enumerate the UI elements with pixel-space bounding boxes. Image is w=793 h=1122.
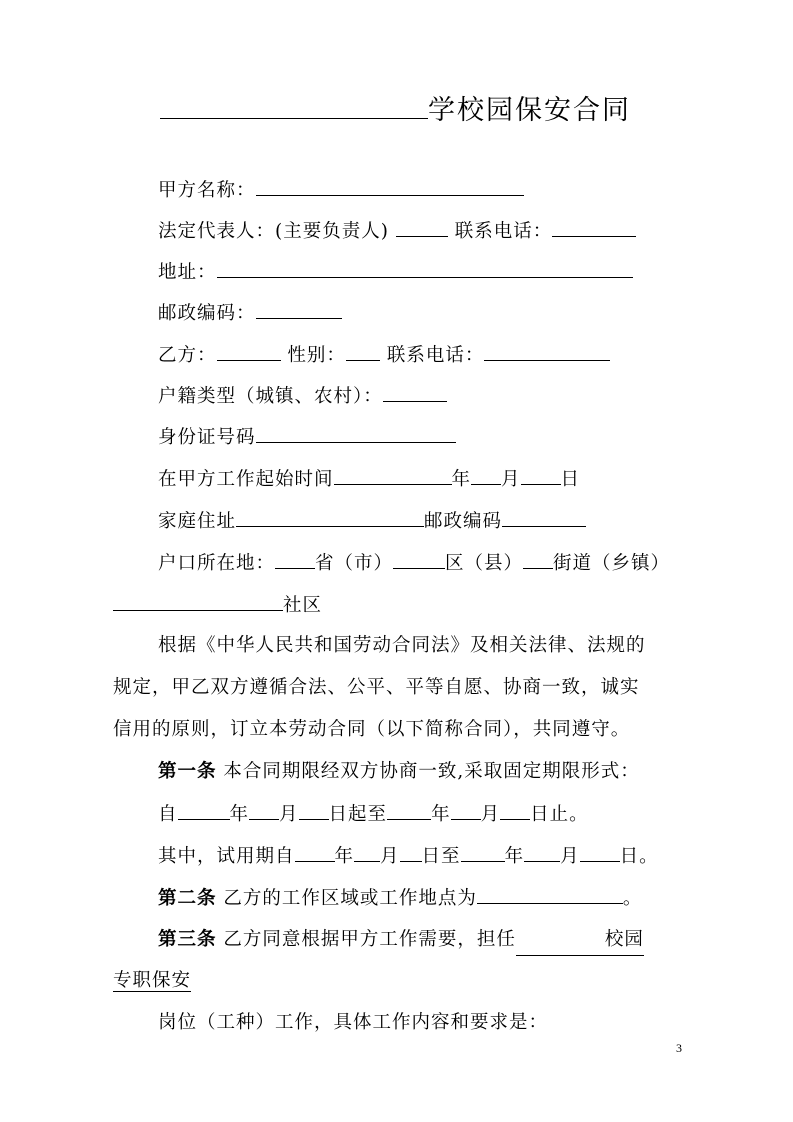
hukou-province-blank — [275, 548, 315, 569]
party-b-household-row — [158, 381, 447, 411]
party-b-hukou-row — [158, 548, 670, 578]
party-b-id-row — [158, 422, 456, 452]
article2-heading: 第二条 — [158, 888, 217, 909]
probation-start-day-blank — [400, 841, 422, 862]
party-b-gender-label: 性别： — [287, 345, 346, 366]
party-a-name-label: 甲方名称： — [158, 180, 256, 201]
article1-term-row — [158, 799, 589, 829]
probation-start-year-blank — [295, 841, 335, 862]
article1-text: 本合同期限经双方协商一致,采取固定期限形式： — [223, 761, 640, 782]
party-b-community-row — [113, 590, 322, 620]
article3-text: 乙方同意根据甲方工作需要，担任 — [223, 929, 516, 950]
party-a-postcode-label: 邮政编码： — [158, 303, 256, 324]
year-label: 年 — [334, 846, 355, 867]
term-end-day-blank — [500, 799, 530, 820]
probation-label: 其中，试用期自 — [158, 846, 295, 867]
article3-position-row — [113, 966, 191, 996]
party-a-postcode-row — [158, 298, 342, 328]
article2-row — [158, 883, 642, 913]
party-a-phone-label: 联系电话： — [454, 221, 553, 242]
preamble-line-2: 规定，甲乙双方遵循合法、公平、平等自愿、协商一致，诚实 — [113, 677, 640, 698]
party-a-address-blank — [217, 257, 633, 278]
party-a-rep-blank — [396, 216, 448, 237]
from-label: 自 — [158, 804, 178, 825]
party-b-home-label: 家庭住址 — [158, 511, 237, 532]
term-start-day-blank — [299, 799, 329, 820]
party-b-phone-label: 联系电话： — [386, 345, 485, 366]
street-label: 街道（乡镇） — [553, 553, 671, 574]
month-label: 月 — [480, 804, 501, 825]
day-start-label: 日起至 — [328, 804, 388, 825]
party-b-hukou-label: 户口所在地： — [158, 553, 276, 574]
party-a-address-row — [158, 257, 633, 287]
year-label: 年 — [229, 804, 250, 825]
party-a-name-blank — [256, 175, 524, 196]
preamble-line-3: 信用的原则，订立本劳动合同（以下简称合同），共同遵守。 — [113, 719, 631, 740]
party-a-name-row — [158, 175, 524, 205]
party-b-id-label: 身份证号码 — [158, 427, 256, 448]
party-b-home-postcode-label: 邮政编码 — [424, 511, 503, 532]
title-blank — [160, 86, 428, 119]
day-end-label: 日止。 — [530, 804, 589, 825]
probation-start-month-blank — [354, 841, 380, 862]
month-label: 月 — [560, 846, 580, 867]
month-label: 月 — [279, 804, 299, 825]
year-label: 年 — [504, 846, 525, 867]
start-year-blank — [334, 464, 452, 485]
party-a-postcode-blank — [256, 298, 342, 319]
start-day-blank — [521, 464, 561, 485]
party-b-name-blank — [217, 340, 281, 361]
party-b-household-label: 户籍类型（城镇、农村）： — [158, 386, 383, 407]
district-label: 区（县） — [445, 553, 524, 574]
start-month-blank — [471, 464, 501, 485]
party-b-home-blank — [236, 506, 424, 527]
year-label: 年 — [431, 804, 451, 825]
party-a-rep-row — [158, 216, 636, 246]
position-cont: 专职保安 — [113, 970, 192, 991]
day-to-label: 日至 — [421, 846, 461, 867]
day-final-label: 日。 — [619, 846, 659, 867]
term-start-year-blank — [178, 799, 230, 820]
party-b-home-row — [158, 506, 586, 536]
party-a-address-label: 地址： — [158, 262, 217, 283]
article3-row — [158, 925, 644, 955]
term-end-year-blank — [387, 799, 431, 820]
page-title — [160, 86, 631, 131]
term-start-month-blank — [249, 799, 279, 820]
position-field: 校园 — [516, 925, 644, 956]
year-label: 年 — [451, 469, 472, 490]
party-b-gender-blank — [346, 340, 380, 361]
probation-end-day-blank — [580, 841, 620, 862]
party-b-household-blank — [383, 381, 447, 402]
community-label: 社区 — [283, 595, 323, 616]
party-b-phone-blank — [484, 340, 610, 361]
period-label: 。 — [622, 888, 643, 909]
party-a-phone-blank — [552, 216, 636, 237]
party-b-label: 乙方： — [158, 345, 217, 366]
party-b-id-blank — [256, 422, 456, 443]
party-a-rep-label: 法定代表人：(主要负责人) — [158, 221, 389, 242]
work-location-blank — [477, 883, 623, 904]
party-b-home-postcode-blank — [502, 506, 586, 527]
preamble-line-1: 根据《中华人民共和国劳动合同法》及相关法律、法规的 — [158, 635, 646, 656]
party-b-start-row — [158, 464, 580, 494]
title-text: 学校园保安合同 — [428, 95, 631, 126]
party-b-row — [158, 340, 610, 370]
hukou-street-blank — [523, 548, 553, 569]
month-label: 月 — [501, 469, 521, 490]
term-end-month-blank — [451, 799, 481, 820]
article2-text: 乙方的工作区域或工作地点为 — [223, 888, 477, 909]
province-label: 省（市） — [315, 553, 394, 574]
article1-row — [158, 757, 640, 787]
article1-heading: 第一条 — [158, 761, 217, 782]
probation-end-year-blank — [461, 841, 505, 862]
probation-end-month-blank — [524, 841, 560, 862]
article3-post-row: 岗位（工种）工作，具体工作内容和要求是： — [158, 1012, 549, 1033]
hukou-district-blank — [393, 548, 445, 569]
page-number: 3 — [676, 1041, 682, 1055]
hukou-community-blank — [113, 590, 283, 611]
party-b-start-label: 在甲方工作起始时间 — [158, 469, 334, 490]
month-label: 月 — [380, 846, 400, 867]
article3-heading: 第三条 — [158, 929, 217, 950]
article1-probation-row — [158, 841, 659, 871]
day-label: 日 — [560, 469, 581, 490]
